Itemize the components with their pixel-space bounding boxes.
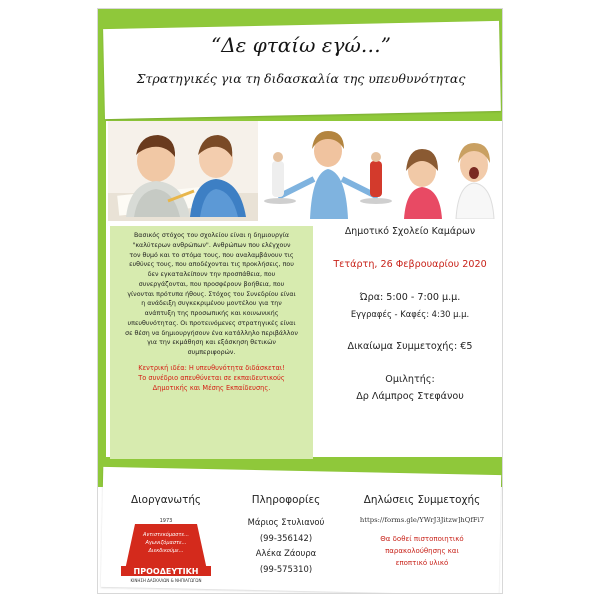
about-line: για την εκμάθηση και εξάσκηση θετικών [147, 339, 276, 347]
audience-line: Το συνέδριο απευθύνεται σε εκπαιδευτικούς [138, 373, 285, 382]
info-label: Πληροφορίες [251, 494, 321, 506]
event-date: Τετάρτη, 26 Φεβρουαρίου 2020 [333, 259, 487, 270]
organiser-logo [117, 516, 215, 584]
logo-name: ΠΡΟΟΔΕΥΤΙΚΗ [133, 567, 199, 576]
certificate-note [344, 534, 500, 570]
poster-subtitle: Στρατηγικές για τη διδασκαλία της υπευθυνότητας [136, 71, 466, 86]
logo-slogan: Αντιστεκόμαστε... [143, 532, 189, 538]
about-box [110, 226, 313, 459]
about-line: ευθύνες τους, που αποδέχονται τις προκλήσεις, που [129, 261, 294, 269]
contact-name: Αλέκα Ζάουρα [255, 548, 317, 559]
about-line: τον θυμό και το στόμα τους, που αναλαμβάνουν τις [129, 251, 294, 259]
poster-title: “Δε φταίω εγώ…” [210, 33, 392, 57]
organiser-column [108, 494, 224, 584]
about-line: υπευθυνότητας. Οι προτεινόμενες στρατηγικές είναι [127, 319, 296, 327]
left-green-band [98, 121, 106, 457]
participation-fee: Δικαίωμα Συμμετοχής: €5 [347, 341, 473, 352]
photo-children-strip [258, 127, 503, 219]
contact-name: Μάριος Στυλιανού [247, 517, 325, 527]
about-text [115, 231, 308, 358]
about-line: ανάπτυξη της προσωπικής και κοινωνικής [144, 310, 279, 317]
about-line: Βασικός στόχος του σχολείου είναι η δημιουργία [133, 232, 289, 239]
speaker-name: Δρ Λάμπρος Στεφάνου [356, 391, 464, 402]
certificate-line: παρακολούθησης και [385, 546, 459, 555]
logo-tagline: ΚΙΝΗΣΗ ΔΑΣΚΑΛΩΝ & ΝΗΠΙΑΓΩΓΩΝ [130, 578, 202, 583]
about-line: "καλύτερων ανθρώπων". Ανθρώπων που ελέγχουν [132, 241, 291, 249]
info-column [230, 494, 342, 577]
poster [97, 8, 503, 594]
logo-slogan: Αγωνιζόμαστε... [145, 540, 187, 546]
central-idea: Κεντρική ιδέα: Η υπευθυνότητα διδάσκεται! [138, 363, 285, 372]
logo-year: 1973 [159, 518, 173, 524]
audience-line: Δημοτικής και Μέσης Εκπαίδευσης. [152, 383, 271, 392]
school-name: Δημοτικό Σχολείο Καμάρων [344, 226, 476, 237]
registration-label: Δηλώσεις Συμμετοχής [363, 494, 481, 506]
registration-column [344, 494, 500, 570]
event-details [320, 226, 500, 402]
about-line: η ανάδειξη συγκεκριμένου μοντέλου για την [141, 300, 282, 308]
photo-boys-writing [108, 121, 258, 221]
certificate-line: εποπτικό υλικό [395, 558, 449, 567]
about-line: συμπεριφορών. [187, 349, 236, 356]
certificate-line: Θα δοθεί πιστοποιητικό [380, 535, 464, 543]
event-time: Ώρα: 5:00 - 7:00 μ.μ. [359, 292, 461, 303]
registration-time: Εγγραφές - Καφές: 4:30 μ.μ. [350, 309, 470, 319]
contact-phone: (99-356142) [259, 532, 313, 543]
about-line: γίνονται πρότυπα ήθους. Στόχος του Συνεδρίου είναι [127, 290, 296, 298]
speaker-label: Ομιλητής: [385, 374, 435, 385]
registration-link[interactable]: https://forms.gle/YWrJ3Jitzw]hQfFi7 [359, 516, 485, 524]
audience-text [115, 374, 308, 394]
contact-phone: (99-575310) [259, 563, 313, 574]
about-line: συνεργάζονται, που προσφέρουν βοήθεια, που [138, 280, 285, 288]
logo-slogan: Διεκδικούμε... [148, 548, 184, 554]
contact-list [230, 515, 342, 577]
about-line: σε θέση να δημιουργήσουν ένα κατάλληλο περιβάλλον [125, 329, 298, 337]
organiser-label: Διοργανωτής [130, 494, 202, 506]
about-line: δεν εγκαταλείπουν την προσπάθεια, που [147, 271, 276, 278]
